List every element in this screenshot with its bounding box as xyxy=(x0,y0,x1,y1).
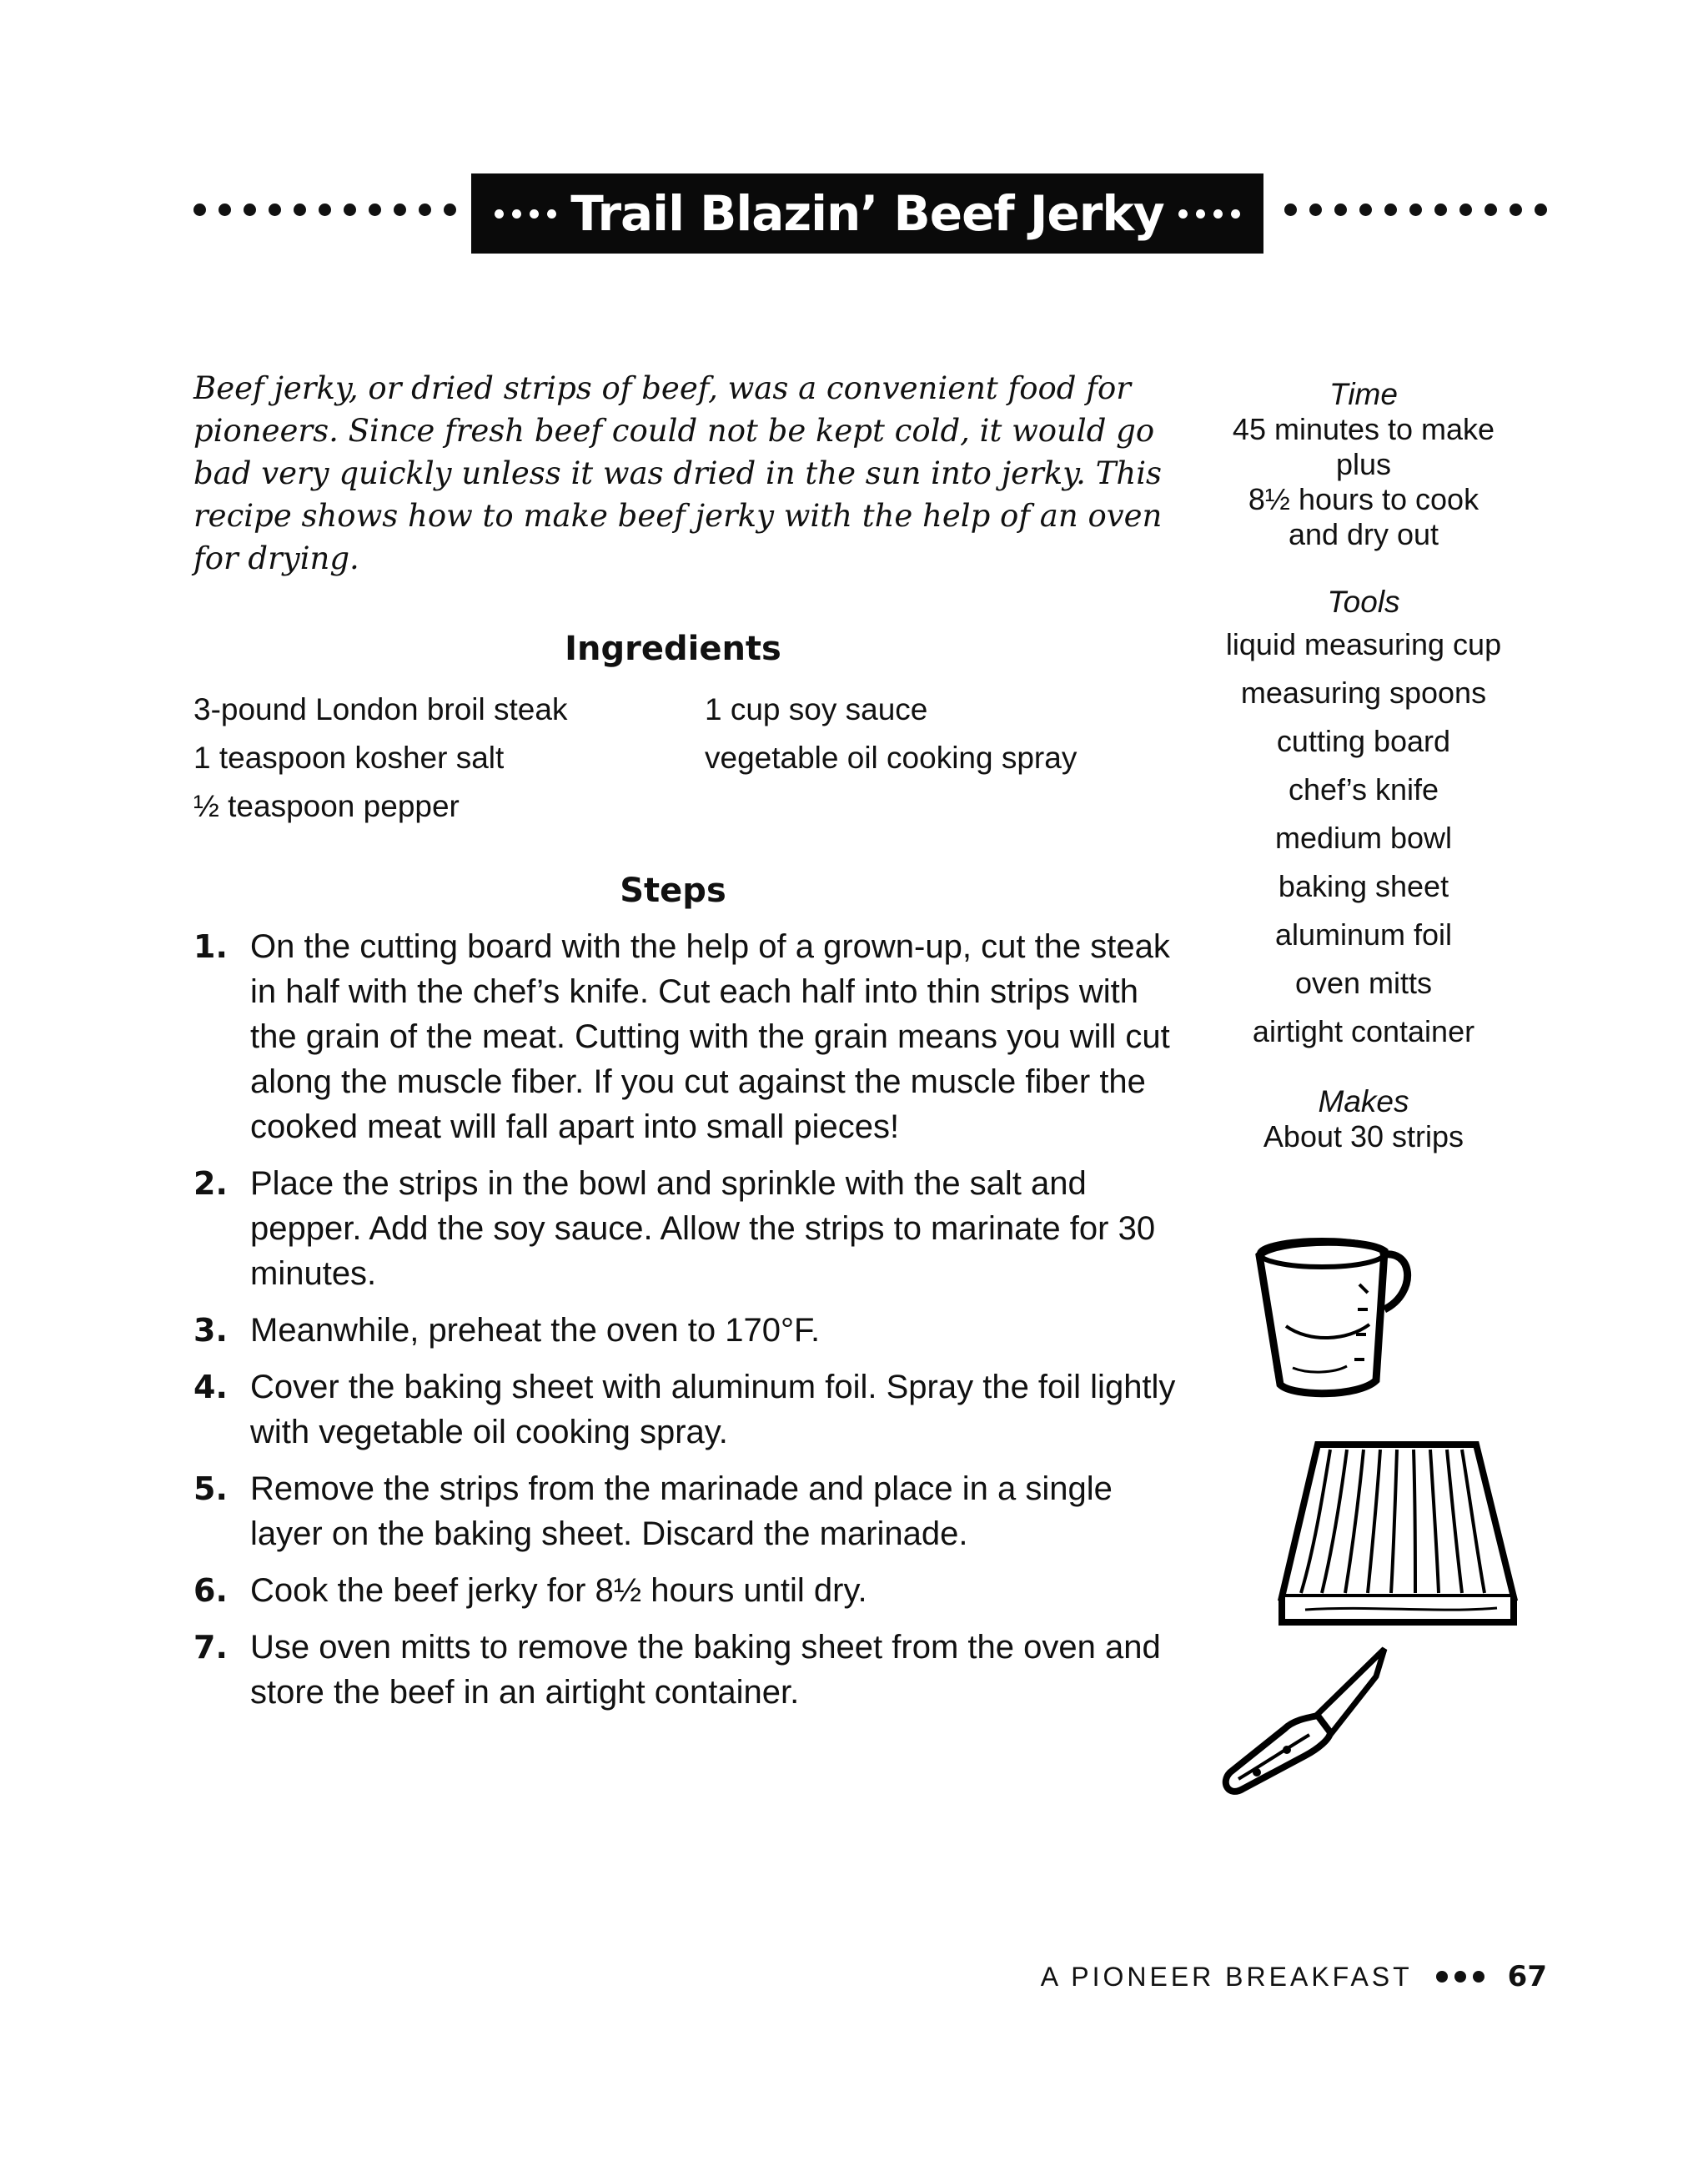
footer-section-title: A PIONEER BREAKFAST xyxy=(1040,1961,1413,1992)
tools-label: Tools xyxy=(1327,585,1400,619)
ingredient-item: 1 cup soy sauce xyxy=(705,692,928,726)
page-number: 67 xyxy=(1507,1960,1547,1993)
step-item: 3. Meanwhile, preheat the oven to 170°F. xyxy=(193,1312,821,1349)
footer-dot xyxy=(1473,1971,1484,1983)
step-item: 5. Remove the strips from the marinade and place in a single layer on the baking sheet. Discard the marinade. xyxy=(193,1470,1113,1552)
footer-dot xyxy=(1454,1971,1466,1983)
ingredients-heading: Ingredients xyxy=(565,630,781,668)
ingredients-left-column xyxy=(193,686,567,831)
tool-item: baking sheet xyxy=(1278,869,1449,903)
time-label: Time xyxy=(1329,377,1398,411)
page-footer xyxy=(1041,1960,1547,1993)
tool-item: aluminum foil xyxy=(1274,917,1453,952)
step-item: 4. Cover the baking sheet with aluminum foil. Spray the foil lightly with vegetable oil cooking spray. xyxy=(193,1369,1176,1450)
ingredient-item: 1 teaspoon kosher salt xyxy=(193,741,505,775)
tool-item: chef’s knife xyxy=(1288,772,1439,807)
tool-item: cutting board xyxy=(1276,724,1451,758)
step-item: 6. Cook the beef jerky for 8½ hours until dry. xyxy=(193,1572,867,1609)
page-title: Trail Blazin’ Beef Jerky xyxy=(570,185,1164,242)
cutting-board-icon xyxy=(1272,1435,1522,1626)
title-dots-right xyxy=(1272,204,1555,224)
tool-item: medium bowl xyxy=(1274,821,1453,855)
sidebar-time: Time 45 minutes to make plus 8½ hours to cook and dry out xyxy=(1201,377,1526,552)
ingredient-item: vegetable oil cooking spray xyxy=(705,741,1078,775)
measuring-cup-icon xyxy=(1243,1226,1418,1410)
footer-dot xyxy=(1436,1971,1448,1983)
steps-list xyxy=(193,924,1178,1726)
chefs-knife-icon xyxy=(1213,1639,1397,1806)
tool-item: liquid measuring cup xyxy=(1225,627,1502,661)
title-banner xyxy=(471,173,1263,254)
step-item: 1. On the cutting board with the help of a grown-up, cut the steak in half with the chef’s knife. Cut each half into thin strips with the grain of the meat. Cutting with the grain means you will cut along the muscle fiber. If you cut against the muscle fiber the cooked meat will fall apart into small pieces! xyxy=(193,928,1170,1145)
intro-paragraph: Beef jerky, or dried strips of beef, was a convenient food for pioneers. Since fresh beef could not be kept cold, it would go bad very quickly unless it was dried in the sun into jerky. This recipe shows how to make beef jerky with the help of an oven for drying. xyxy=(193,370,1163,576)
step-item: 7. Use oven mitts to remove the baking sheet from the oven and store the beef in an airtight container. xyxy=(193,1629,1161,1711)
sidebar-makes: Makes About 30 strips xyxy=(1201,1084,1526,1154)
step-item: 2. Place the strips in the bowl and sprinkle with the salt and pepper. Add the soy sauce. Allow the strips to marinate for 30 minutes. xyxy=(193,1165,1156,1292)
sidebar-tools xyxy=(1201,584,1526,1056)
title-dots-left xyxy=(193,204,469,224)
tool-item: airtight container xyxy=(1252,1014,1475,1048)
ingredient-item: 3-pound London broil steak xyxy=(193,692,568,726)
ingredients-right-column xyxy=(705,686,1077,782)
ingredient-item: ½ teaspoon pepper xyxy=(193,789,460,823)
tool-item: oven mitts xyxy=(1294,966,1433,1000)
steps-heading: Steps xyxy=(620,872,726,910)
tool-item: measuring spoons xyxy=(1240,676,1487,710)
makes-label: Makes xyxy=(1318,1084,1409,1118)
